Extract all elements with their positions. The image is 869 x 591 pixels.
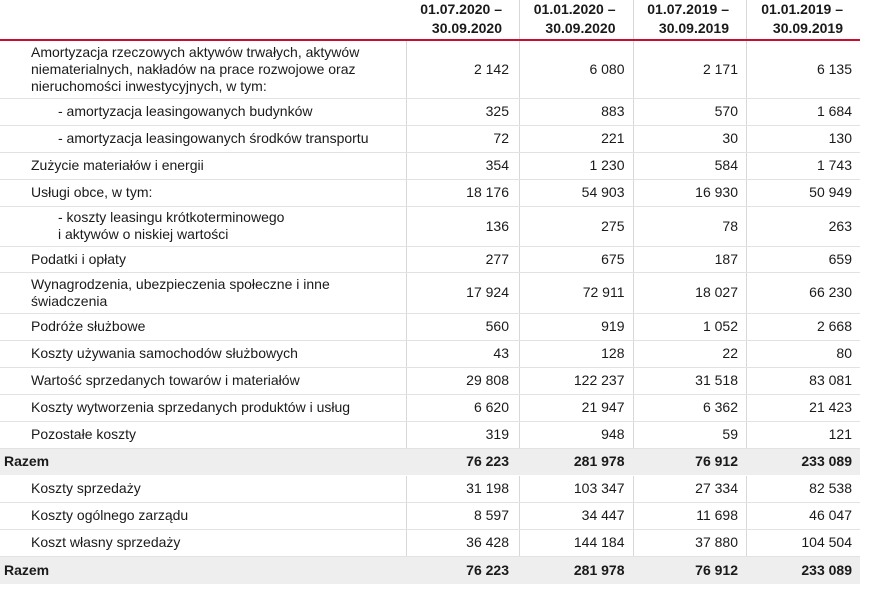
- row-value: 34 447: [520, 502, 634, 529]
- row-value: 22: [633, 340, 747, 367]
- row-label: - koszty leasingu krótkoterminowego i aktywów o niskiej wartości: [0, 206, 406, 246]
- row-value: 919: [520, 313, 634, 340]
- row-value: 76 223: [406, 448, 520, 475]
- row-value: 281 978: [520, 556, 634, 584]
- header-row: [0, 0, 860, 40]
- row-value: 354: [406, 152, 520, 179]
- row-value: 37 880: [633, 529, 747, 556]
- row-label: - amortyzacja leasingowanych środków transportu: [0, 125, 406, 152]
- row-value: 2 668: [747, 313, 861, 340]
- row-label: Koszty używania samochodów służbowych: [0, 340, 406, 367]
- row-value: 319: [406, 421, 520, 448]
- row-value: 72 911: [520, 272, 634, 313]
- row-value: 275: [520, 206, 634, 246]
- row-value: 122 237: [520, 367, 634, 394]
- row-value: 31 198: [406, 475, 520, 502]
- row-value: 263: [747, 206, 861, 246]
- row-value: 6 620: [406, 394, 520, 421]
- row-value: 2 142: [406, 40, 520, 98]
- row-value: 281 978: [520, 448, 634, 475]
- total-row: [0, 556, 860, 584]
- row-value: 233 089: [747, 448, 861, 475]
- row-value: 18 027: [633, 272, 747, 313]
- row-value: 659: [747, 246, 861, 272]
- row-label: Usługi obce, w tym:: [0, 179, 406, 206]
- table-row: [0, 206, 860, 246]
- total-row: [0, 448, 860, 475]
- row-value: 21 423: [747, 394, 861, 421]
- header-period-q3-2019: 01.07.2019 – 30.09.2019: [633, 0, 747, 40]
- row-value: 570: [633, 98, 747, 125]
- table-row: [0, 313, 860, 340]
- row-value: 560: [406, 313, 520, 340]
- row-label: - amortyzacja leasingowanych budynków: [0, 98, 406, 125]
- row-label: Podróże służbowe: [0, 313, 406, 340]
- row-value: 1 684: [747, 98, 861, 125]
- table-row: [0, 394, 860, 421]
- table-row: [0, 98, 860, 125]
- row-value: 675: [520, 246, 634, 272]
- row-value: 76 912: [633, 448, 747, 475]
- row-value: 66 230: [747, 272, 861, 313]
- row-value: 136: [406, 206, 520, 246]
- table-row: [0, 246, 860, 272]
- row-label: Koszt własny sprzedaży: [0, 529, 406, 556]
- row-value: 54 903: [520, 179, 634, 206]
- table-row: [0, 502, 860, 529]
- table-row: [0, 125, 860, 152]
- header-period-9m-2020: 01.01.2020 – 30.09.2020: [520, 0, 634, 40]
- row-value: 221: [520, 125, 634, 152]
- row-value: 16 930: [633, 179, 747, 206]
- row-value: 1 230: [520, 152, 634, 179]
- table-row: [0, 272, 860, 313]
- row-value: 78: [633, 206, 747, 246]
- row-value: 76 912: [633, 556, 747, 584]
- header-empty-cell: [0, 0, 406, 40]
- header-period-q3-2020: 01.07.2020 – 30.09.2020: [406, 0, 520, 40]
- row-value: 50 949: [747, 179, 861, 206]
- table-row: [0, 340, 860, 367]
- row-value: 46 047: [747, 502, 861, 529]
- row-value: 103 347: [520, 475, 634, 502]
- row-value: 130: [747, 125, 861, 152]
- row-value: 325: [406, 98, 520, 125]
- row-value: 72: [406, 125, 520, 152]
- row-value: 1 052: [633, 313, 747, 340]
- row-value: 144 184: [520, 529, 634, 556]
- row-label: Pozostałe koszty: [0, 421, 406, 448]
- row-value: 83 081: [747, 367, 861, 394]
- row-value: 187: [633, 246, 747, 272]
- row-value: 121: [747, 421, 861, 448]
- row-value: 128: [520, 340, 634, 367]
- row-value: 233 089: [747, 556, 861, 584]
- row-label: Koszty wytworzenia sprzedanych produktów i usług: [0, 394, 406, 421]
- row-value: 8 597: [406, 502, 520, 529]
- row-value: 18 176: [406, 179, 520, 206]
- row-label: Zużycie materiałów i energii: [0, 152, 406, 179]
- row-value: 80: [747, 340, 861, 367]
- row-value: 36 428: [406, 529, 520, 556]
- row-value: 59: [633, 421, 747, 448]
- row-value: 11 698: [633, 502, 747, 529]
- row-value: 21 947: [520, 394, 634, 421]
- row-value: 6 135: [747, 40, 861, 98]
- row-value: 277: [406, 246, 520, 272]
- row-value: 27 334: [633, 475, 747, 502]
- row-value: 17 924: [406, 272, 520, 313]
- row-label: Wartość sprzedanych towarów i materiałów: [0, 367, 406, 394]
- row-label: Amortyzacja rzeczowych aktywów trwałych, aktywów niematerialnych, nakładów na prace rozwojowe oraz nieruchomości inwestycyjnych, w tym:: [0, 40, 406, 98]
- table-row: [0, 152, 860, 179]
- row-value: 6 080: [520, 40, 634, 98]
- table-row: [0, 367, 860, 394]
- row-value: 584: [633, 152, 747, 179]
- row-value: 76 223: [406, 556, 520, 584]
- row-value: 2 171: [633, 40, 747, 98]
- row-value: 6 362: [633, 394, 747, 421]
- row-value: 29 808: [406, 367, 520, 394]
- row-label: Koszty ogólnego zarządu: [0, 502, 406, 529]
- row-label: Razem: [0, 448, 406, 475]
- row-label: Wynagrodzenia, ubezpieczenia społeczne i inne świadczenia: [0, 272, 406, 313]
- header-period-9m-2019: 01.01.2019 – 30.09.2019: [747, 0, 861, 40]
- row-value: 30: [633, 125, 747, 152]
- row-label: Koszty sprzedaży: [0, 475, 406, 502]
- row-value: 1 743: [747, 152, 861, 179]
- table-row: [0, 40, 860, 98]
- row-value: 948: [520, 421, 634, 448]
- row-label: Podatki i opłaty: [0, 246, 406, 272]
- table-row: [0, 179, 860, 206]
- row-label: Razem: [0, 556, 406, 584]
- row-value: 43: [406, 340, 520, 367]
- row-value: 883: [520, 98, 634, 125]
- row-value: 31 518: [633, 367, 747, 394]
- row-value: 82 538: [747, 475, 861, 502]
- table-row: [0, 421, 860, 448]
- row-value: 104 504: [747, 529, 861, 556]
- table-row: [0, 475, 860, 502]
- table-row: [0, 529, 860, 556]
